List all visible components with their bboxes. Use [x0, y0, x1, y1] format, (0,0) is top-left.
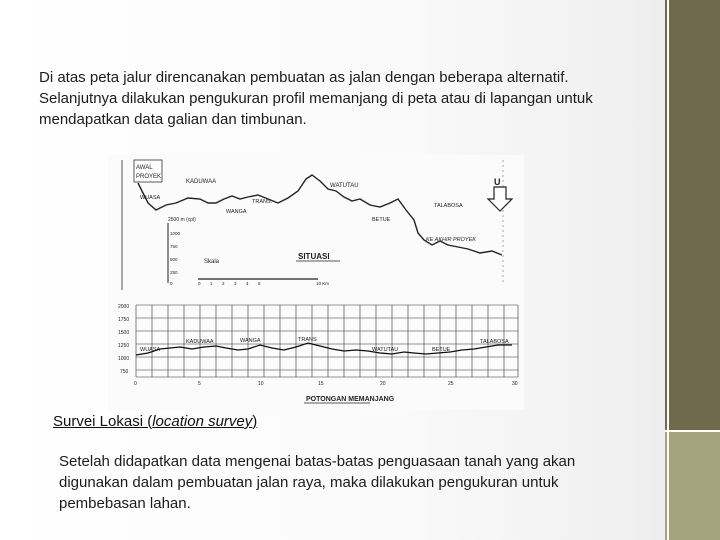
side-decor-vline [667, 0, 669, 540]
profile-x-30: 30 [512, 381, 518, 387]
skala-label: Skala [204, 259, 220, 265]
profile-y-1000: 1000 [118, 356, 130, 362]
label-betue: BETUE [372, 217, 391, 223]
profile-x-20: 20 [380, 381, 386, 387]
profile-label-wanga: WANGA [240, 338, 261, 344]
label-kaduwaa: KADUWAA [186, 179, 217, 185]
label-proyek: PROYEK [136, 174, 162, 180]
label-wuasa: WUASA [140, 195, 161, 201]
km-tick-4: 4 [246, 281, 249, 286]
side-decor-divider [665, 430, 720, 432]
profile-x-15: 15 [318, 381, 324, 387]
km-tick-2: 2 [222, 281, 225, 286]
profile-label-trans: TRANS [298, 337, 317, 343]
profile-label-watutau: WATUTAU [372, 347, 399, 353]
label-wanga: WANGA [226, 209, 247, 215]
profile-label-talabosa: TALABOSA [480, 339, 509, 345]
elev-tick-500: 500 [170, 257, 178, 262]
label-talabosa: TALABOSA [434, 203, 463, 209]
elev-unit: 2500 m (cpl) [168, 217, 196, 223]
elev-tick-750: 750 [170, 244, 178, 249]
profile-label-betue: BETUE [432, 347, 451, 353]
section-heading-prefix: Survei Lokasi ( [53, 413, 153, 430]
elev-tick-1000: 1000 [170, 231, 181, 236]
side-decor-bar [665, 0, 720, 430]
label-awal: AWAL [136, 165, 153, 171]
north-label: U [494, 177, 501, 187]
section-heading-suffix: ) [252, 413, 258, 430]
label-watutau: WATUTAU [330, 183, 359, 189]
situasi-title: SITUASI [298, 252, 330, 261]
profile-y-750: 750 [120, 369, 129, 375]
profile-y-1500: 1500 [118, 330, 130, 336]
profile-y-1250: 1250 [118, 343, 130, 349]
body-paragraph: Setelah didapatkan data mengenai batas-batas penguasaan tanah yang akan digunakan dalam pembuatan jalan raya, maka dilakukan pengukuran untuk pembebasan lahan. [59, 453, 576, 512]
profile-label-kaduwaa: KADUWAA [186, 339, 214, 345]
km-tick-3: 3 [234, 281, 237, 286]
section-heading-italic: location survey [152, 413, 253, 430]
intro-paragraph: Di atas peta jalur direncanakan pembuatan as jalan dengan beberapa alternatif. Selanjutnya dilakukan pengukuran profil memanjang di peta atau di lapangan untuk mendapatkan data galian dan timbunan. [39, 69, 593, 128]
north-arrow-icon [488, 187, 512, 211]
profile-x-0: 0 [134, 381, 137, 387]
profile-label-wuasa: WUASA [140, 347, 161, 353]
profile-x-25: 25 [448, 381, 454, 387]
profile-y-1750: 1750 [118, 317, 130, 323]
km-tick-5: 5 [258, 281, 261, 286]
elev-tick-0: 0 [170, 281, 173, 286]
section-heading [53, 413, 257, 430]
km-unit: 10 Km [316, 281, 330, 286]
elev-tick-250: 250 [170, 270, 178, 275]
label-trans: TRANS. [252, 199, 273, 205]
route-line [138, 175, 502, 255]
profile-x-10: 10 [258, 381, 264, 387]
route-map-figure [108, 155, 524, 410]
route-map-diagram [108, 155, 524, 410]
profile-y-2000: 2000 [118, 304, 130, 310]
km-tick-1: 1 [210, 281, 213, 286]
profile-x-5: 5 [198, 381, 201, 387]
km-tick-0: 0 [198, 281, 201, 286]
potongan-title: POTONGAN MEMANJANG [306, 396, 395, 403]
label-akhir-proyek: KE AKHIR PROYEK [426, 237, 476, 243]
side-decor-bar-bottom [665, 430, 720, 540]
